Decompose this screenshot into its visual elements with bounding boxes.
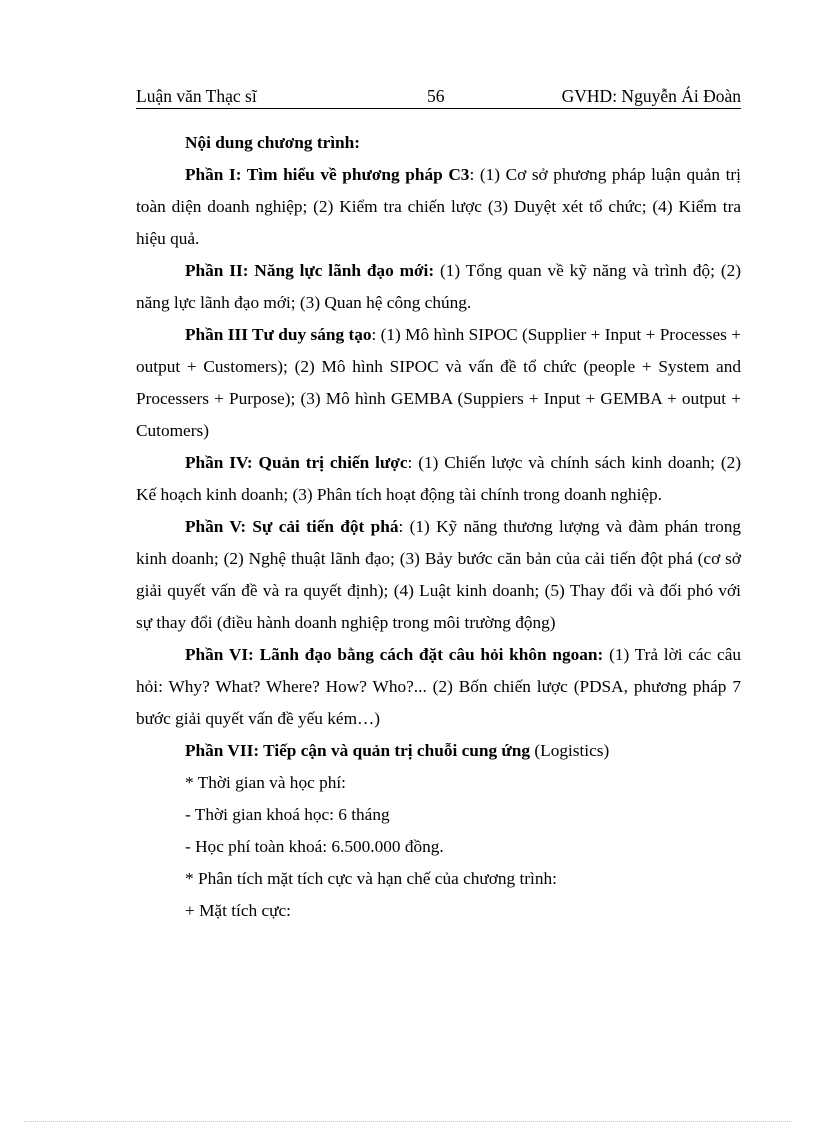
part-2-body: (1) Tổng quan về kỹ năng và trình độ; (2) năng lực lãnh đạo mới; (3) Quan hệ công chúng.	[136, 261, 741, 312]
paragraph-part-7	[136, 735, 741, 767]
paragraph-part-6	[136, 639, 741, 735]
part-5-heading: Phần V: Sự cải tiến đột phá	[185, 517, 399, 536]
paragraph-part-2	[136, 255, 741, 319]
part-1-body: : (1) Cơ sở phương pháp luận quản trị toàn diện doanh nghiệp; (2) Kiểm tra chiến lược (3) Duyệt xét tổ chức; (4) Kiểm tra hiệu quả.	[136, 165, 741, 248]
header-advisor: GVHD: Nguyễn Ái Đoàn	[561, 86, 741, 106]
page-header	[136, 86, 741, 109]
part-6-body: (1) Trả lời các câu hỏi: Why? What? Where? How? Who?... (2) Bốn chiến lược (PDSA, phương pháp 7 bước giải quyết vấn đề yếu kém…)	[136, 645, 742, 728]
part-7-body: (Logistics)	[530, 741, 610, 760]
part-1-heading: Phần I: Tìm hiểu về phương pháp C3	[185, 165, 470, 184]
section-title-text: Nội dung chương trình:	[185, 133, 361, 152]
paragraph-part-5	[136, 511, 741, 639]
paragraph-part-3	[136, 319, 741, 447]
page-number: 56	[427, 86, 445, 106]
paragraph-part-1	[136, 159, 741, 255]
analysis-title: * Phân tích mặt tích cực và hạn chế của chương trình:	[185, 869, 557, 888]
part-3-heading: Phần III Tư duy sáng tạo	[185, 325, 372, 344]
document-body	[136, 127, 741, 927]
part-6-heading: Phần VI: Lãnh đạo bằng cách đặt câu hỏi khôn ngoan:	[185, 645, 604, 664]
section-title	[136, 127, 741, 159]
paragraph-part-4	[136, 447, 741, 511]
page-bottom-divider	[24, 1121, 792, 1122]
part-5-body: : (1) Kỹ năng thương lượng và đàm phán trong kinh doanh; (2) Nghệ thuật lãnh đạo; (3) Bảy bước căn bản của cải tiến đột phá (cơ sở giải quyết vấn đề và ra quyết định); (4) Luật kinh doanh; (5) Thay đổi và đối phó với sự thay đổi (điều hành doanh nghiệp trong môi trường động)	[136, 517, 741, 632]
positive-title: + Mặt tích cực:	[185, 901, 291, 920]
part-7-heading: Phần VII: Tiếp cận và quản trị chuỗi cung ứng	[185, 741, 531, 760]
course-duration: - Thời gian khoá học: 6 tháng	[185, 805, 390, 824]
course-fee: - Học phí toàn khoá: 6.500.000 đồng.	[185, 837, 444, 856]
part-4-body: : (1) Chiến lược và chính sách kinh doanh; (2) Kế hoạch kinh doanh; (3) Phân tích hoạt động tài chính trong doanh nghiệp.	[136, 453, 741, 504]
part-2-heading: Phần II: Năng lực lãnh đạo mới:	[185, 261, 435, 280]
part-4-heading: Phần IV: Quản trị chiến lược	[185, 453, 408, 472]
time-fee-title: * Thời gian và học phí:	[185, 773, 346, 792]
part-3-body: : (1) Mô hình SIPOC (Supplier + Input + Processes + output + Customers); (2) Mô hình SIPOC và vấn đề tổ chức (people + System and Processers + Purpose); (3) Mô hình GEMBA (Suppiers + Input + GEMBA + output + Cutomers)	[136, 325, 741, 440]
header-thesis-label: Luận văn Thạc sĩ	[136, 86, 257, 106]
